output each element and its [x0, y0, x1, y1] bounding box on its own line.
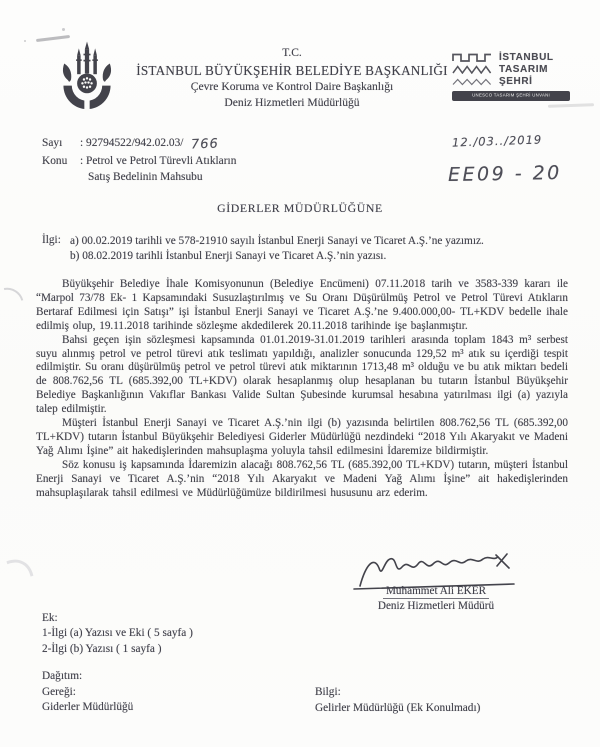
letter-body	[36, 278, 568, 501]
ilgi-item-a: a) 00.02.2019 tarihli ve 578-21910 sayılı İstanbul Enerji Sanayi ve Ticaret A.Ş.’ne yazımız.	[70, 235, 484, 247]
handwritten-reference: EE09 - 20	[447, 162, 562, 186]
sayi-label: Sayı	[42, 137, 63, 149]
signature-block	[328, 552, 544, 612]
department-line: Çevre Koruma ve Kontrol Daire Başkanlığı	[190, 80, 394, 94]
sayi-value: : 92794522/942.02.03/	[80, 137, 184, 149]
letterhead	[46, 40, 584, 121]
signer-name: Muhammet Ali EKER	[383, 585, 489, 599]
dagitim-block	[42, 669, 133, 716]
ibb-emblem-icon	[46, 40, 132, 121]
konu-line1: : Petrol ve Petrol Türevli Atıkların	[80, 155, 237, 168]
geregi-value: Giderler Müdürlüğü	[42, 701, 134, 714]
body-paragraph: Bahsi geçen işin sözleşmesi kapsamında 01.01.2019-31.01.2019 tarihleri arasında toplam 1843 m³ serbest suyu alınmış petrol ve petrol türevi atık teslimatı yapıldığı, analizler sonucunda 129,52 m³ atık su içerdiği tespit edilmiştir. Su oranı düşürülmüş petrol ve petrol türevi atık miktarının 1713,48 m³ olduğu ve bu atık miktarı bedeli de 808.762,56 TL (685.392,00 TL+KDV) olarak hesaplanmış olup hesaplanan bu tutarın İstanbul Büyükşehir Belediye Başkanlığının Vakıflar Bankası Valide Sultan Şubesinde kurumsal hesabına yatırılması ilgi (a) yazıyla talep edilmiştir.	[36, 333, 568, 416]
konu-line2: Satış Bedelinin Mahsubu	[88, 171, 203, 184]
letterhead-titles	[132, 40, 452, 111]
tc-label: T.C.	[282, 47, 302, 59]
page-curl-mark	[0, 551, 44, 627]
recipient-title: GİDERLER MÜDÜRLÜĞÜNE	[217, 201, 383, 215]
body-paragraph: Büyükşehir Belediye İhale Komisyonunun (Belediye Encümeni) 07.11.2018 tarih ve 3583-339 kararı ile “Marpol 73/78 Ek- 1 Kapsamındaki Susuzlaştırılmış ve Su Oranı Düşürülmüş Petrol ve Petrol Türevi Atıkların Bertaraf Edilmesi için Satışı” işi İstanbul Enerji Sanayi ve Ticaret A.Ş.’ne 9.400.000,00- TL+KDV bedelle ihale edilmiş olup, 19.11.2018 tarihinde sözleşme akdedilerek 20.11.2018 tarihinde işe başlanmıştır.	[36, 278, 568, 332]
wave-icon	[452, 77, 492, 86]
tasarim-logo-word: İSTANBUL	[499, 52, 554, 63]
bilgi-value: Gelirler Müdürlüğü (Ek Konulmadı)	[315, 701, 481, 714]
ilgi-label: İlgi:	[42, 234, 61, 246]
tasarim-logo-word: ŞEHRİ	[499, 76, 533, 87]
signer-title: Deniz Hizmetleri Müdürü	[377, 600, 495, 612]
ek-item: 2-İlgi (b) Yazısı ( 1 sayfa )	[42, 642, 162, 655]
scan-speck	[62, 28, 65, 31]
ek-label: Ek:	[42, 612, 58, 624]
unit-line: Deniz Hizmetleri Müdürlüğü	[224, 95, 360, 109]
dagitim-label: Dağıtım:	[42, 670, 83, 682]
tasarim-logo-word: TASARIM	[499, 64, 549, 75]
ilgi-block	[42, 234, 572, 264]
zigzag-wave-icon	[452, 65, 492, 74]
scan-speck	[24, 40, 26, 42]
sayi-handwritten-number: 766	[191, 136, 220, 153]
tasarim-sehri-logo	[452, 40, 584, 101]
ilgi-item-b: b) 08.02.2019 tarihli İstanbul Enerji Sanayi ve Ticaret A.Ş.’nin yazısı.	[70, 250, 387, 263]
body-paragraph: Müşteri İstanbul Enerji Sanayi ve Ticaret A.Ş.’nin ilgi (b) yazısında belirtilen 808.762,56 TL (685.392,00 TL+KDV) tutarın İstanbul Büyükşehir Belediyesi Giderler Müdürlüğü nezdindeki “2018 Yılı Akaryakıt ve Madeni Yağ Alımı İşine” ait hakedişlerinden mahsuplaşma yoluyla tahsil edilmesini İdaremize bildirmiştir.	[36, 417, 568, 457]
bilgi-label: Bilgi:	[315, 686, 341, 698]
konu-label: Konu	[42, 155, 68, 168]
bilgi-block	[315, 685, 480, 716]
handwritten-date: 12./03../2019	[451, 132, 543, 150]
square-wave-icon	[452, 53, 492, 62]
page-curl-mark	[0, 282, 30, 324]
ek-item: 1-İlgi (a) Yazısı ve Eki ( 5 sayfa )	[42, 627, 193, 640]
organization-title: İSTANBUL BÜYÜKŞEHİR BELEDİYE BAŞKANLIĞI	[136, 62, 448, 78]
geregi-label: Gereği:	[42, 685, 76, 698]
body-paragraph: Söz konusu iş kapsamında İdaremizin alacağı 808.762,56 TL (685.392,00 TL+KDV) tutarın, müşteri İstanbul Enerji Sanayi ve Ticaret A.Ş.’nin “2018 Yılı Akaryakıt ve Madeni Yağ Alımı İşine” ait hakedişlerinden mahsuplaşılarak tahsil edilmesi ve Müdürlüğümüze bildirilmesi hususunu arz ederim.	[36, 458, 568, 499]
unesco-caption-bar	[452, 91, 570, 101]
ek-block	[42, 611, 193, 657]
unesco-caption-text: UNESCO TASARIM ŞEHRİ UNVANI	[472, 93, 550, 99]
